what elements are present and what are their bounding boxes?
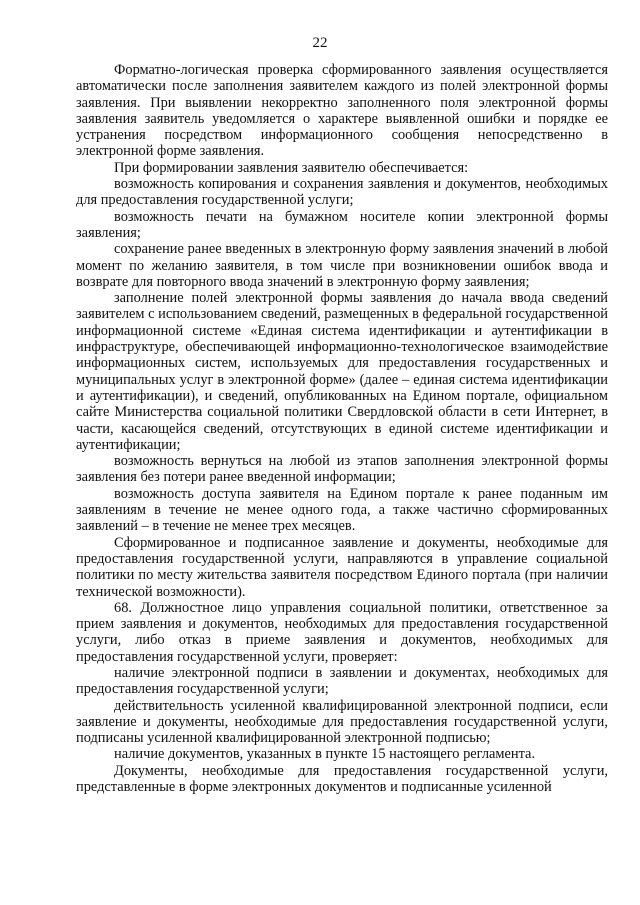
paragraph-documents-presence: наличие документов, указанных в пункте 15 настоящего регламента.	[114, 746, 536, 763]
paragraph-submission: Сформированное и подписанное заявление и документы, необходимые для предоставления государственной услуги, направляются в управление социальной политики по месту жительства заявителя посредством Единого портала (при наличии технической возможности).	[76, 534, 608, 600]
page-number: 22	[312, 35, 328, 51]
paragraph-print-copy: возможность печати на бумажном носителе копии электронной формы заявления;	[76, 208, 608, 241]
paragraph-return-to-step: возможность вернуться на любой из этапов заполнения электронной формы заявления без потери ранее введенной информации;	[76, 453, 608, 486]
document-body	[76, 62, 608, 795]
paragraph-access-applications: возможность доступа заявителя на Едином портале к ранее поданным им заявлениям в течение не менее одного года, а также частично сформированных заявлений – в течение не менее трех месяцев.	[76, 485, 608, 535]
paragraph-copy-save: возможность копирования и сохранения заявления и документов, необходимых для предоставления государственной услуги;	[76, 176, 608, 209]
paragraph-save-values: сохранение ранее введенных в электронную форму заявления значений в любой момент по желанию заявителя, в том числе при возникновении ошибок ввода и возврате для повторного ввода значений в электронную форму заявления;	[76, 241, 608, 290]
paragraph-signature-presence: наличие электронной подписи в заявлении и документах, необходимых для предоставления государственной услуги;	[76, 664, 608, 698]
paragraph-68-official-checks: 68. Должностное лицо управления социальной политики, ответственное за прием заявления и документов, необходимых для предоставления государственной услуги, либо отказ в приеме заявления и документов, необходимых для предоставления государственной услуги, проверяет:	[76, 599, 608, 665]
paragraph-prefill-fields: заполнение полей электронной формы заявления до начала ввода сведений заявителем с использованием сведений, размещенных в федеральной государственной информационной системе «Единая система идентификации и аутентификации в инфраструктуре, обеспечивающей информационно-технологическое взаимодействие информационных систем, используемых для предоставления государственных и муниципальных услуг в электронной форме» (далее – единая система идентификации и аутентификации), и сведений, опубликованных на Едином портале, официальном сайте Министерства социальной политики Свердловской области в сети Интернет, в части, касающейся сведений, отсутствующих в единой системе идентификации и аутентификации;	[76, 290, 608, 453]
paragraph-format-check: Форматно-логическая проверка сформированного заявления осуществляется автоматически после заполнения заявителем каждого из полей электронной формы заявления. При выявлении некорректно заполненного поля электронной формы заявления заявитель уведомляется о характере выявленной ошибки и порядке ее устранения посредством информационного сообщения непосредственно в электронной форме заявления.	[76, 62, 608, 160]
paragraph-signature-validity: действительность усиленной квалифицированной электронной подписи, если заявление и документы, необходимые для предоставления государственной услуги, подписаны усиленной квалифицированной электронной подписью;	[76, 697, 608, 747]
paragraph-electronic-documents: Документы, необходимые для предоставления государственной услуги, представленные в форме электронных документов и подписанные усиленной	[76, 762, 608, 796]
paragraph-provisions-intro: При формировании заявления заявителю обеспечивается:	[114, 159, 469, 176]
